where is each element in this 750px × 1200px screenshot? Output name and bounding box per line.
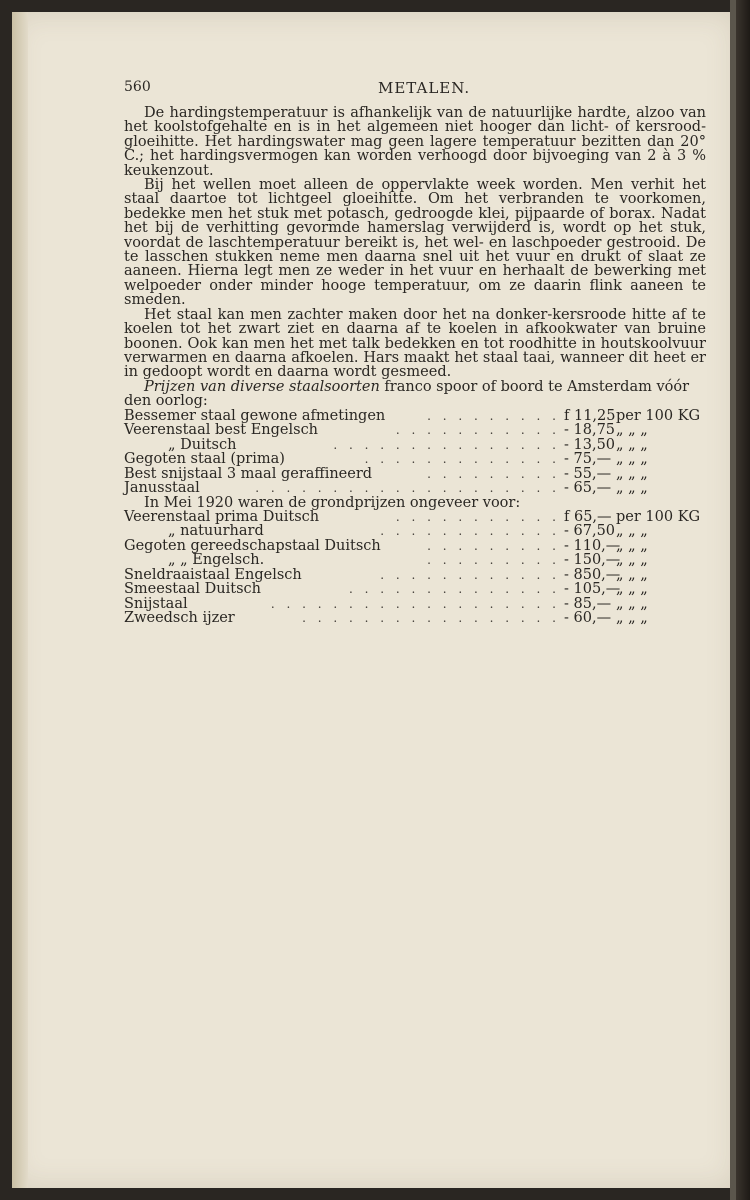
leader-dots: . . . . . . . . . . . . xyxy=(380,567,560,582)
prewar-intro-rest: franco spoor of boord te Amsterdam vóór den oorlog: xyxy=(124,378,690,410)
price-value: f 65,— xyxy=(564,508,612,525)
price-value: - 67,50 xyxy=(564,523,616,540)
steel-name: Zweedsch ijzer xyxy=(124,610,235,627)
price-value: - 850,— xyxy=(564,566,621,583)
price-unit: „ „ „ xyxy=(616,436,648,453)
steel-name: „ Duitsch xyxy=(168,436,237,453)
price-row xyxy=(124,568,706,583)
leader-dots: . . . . . . . . . . . . . . . xyxy=(333,437,560,452)
price-value: - 85,— xyxy=(564,595,612,612)
page-gutter xyxy=(12,12,28,1188)
book-edge xyxy=(736,0,750,1200)
leader-dots: . . . . . . . . . . . . . . xyxy=(349,582,560,597)
steel-name: „ natuurhard xyxy=(168,523,264,540)
price-unit: „ „ „ xyxy=(616,523,648,540)
price-value: f 11,25 xyxy=(564,407,616,424)
paragraph-hardening: De hardingstemperatuur is afhankelijk van de natuurlijke hardte, alzoo van het koolstofgehalte en is in het algemeen niet hooger dan licht- of kersrood-gloeihitte. Het hardingswater mag geen lagere temperatuur bezitten dan 20° C.; het hardingsvermogen kan worden verhoogd door bijvoeging van 2 à 3 % keukenzout. xyxy=(124,105,706,179)
paragraph-welding: Bij het wellen moet alleen de oppervlakte week worden. Men verhit het staal daartoe tot lichtgeel gloeihitte. Om het verbranden te voorkomen, bedekke men het stuk met potasch, gedroogde klei, pijpaarde of borax. Nadat het bij de verhitting gevormde hamerslag verwijderd is, wordt op het stuk, voordat de laschtemperatuur bereikt is, het wel- en laschpoeder gestrooid. De te lasschen stukken neme men daarna snel uit het vuur en drukt of slaat ze aaneen. Hierna legt men ze weder in het vuur en herhaalt de bewerking met welpoeder onder minder hooge temperatuur, om ze daarin flink aaneen te smeden. xyxy=(124,177,706,309)
steel-name: Snijstaal xyxy=(124,595,188,612)
steel-name: Gegoten gereedschapstaal Duitsch xyxy=(124,537,381,554)
leader-dots: . . . . . . . . . xyxy=(427,553,560,568)
leader-dots: . . . . . . . . . . . . . . . . . . . xyxy=(270,596,560,611)
price-value: - 60,— xyxy=(564,610,612,627)
may1920-price-intro: In Mei 1920 waren de grondprijzen ongeveer voor: xyxy=(144,494,521,511)
price-value: - 150,— xyxy=(564,552,621,569)
prewar-intro-italic: Prijzen van diverse staalsoorten xyxy=(144,378,380,395)
price-row xyxy=(124,438,706,453)
price-unit: „ „ „ xyxy=(616,581,648,598)
price-row xyxy=(124,467,706,482)
price-unit: „ „ „ xyxy=(616,537,648,554)
price-unit: „ „ „ xyxy=(616,595,648,612)
price-value: - 105,— xyxy=(564,581,621,598)
price-value: - 18,75 xyxy=(564,422,616,439)
price-unit: „ „ „ xyxy=(616,465,648,482)
steel-name: Janusstaal xyxy=(124,480,200,497)
leader-dots: . . . . . . . . . xyxy=(427,408,560,423)
price-unit: „ „ „ xyxy=(616,451,648,468)
leader-dots: . . . . . . . . . . . . . . . . . xyxy=(302,611,560,626)
steel-name: „ „ Engelsch. xyxy=(168,552,265,569)
leader-dots: . . . . . . . . . . . . . xyxy=(364,452,560,467)
price-value: - 65,— xyxy=(564,480,612,497)
price-row xyxy=(124,582,706,597)
page-content xyxy=(124,80,706,626)
leader-dots: . . . . . . . . . . . . xyxy=(380,524,560,539)
steel-name: Best snijstaal 3 maal geraffineerd xyxy=(124,465,373,482)
prewar-price-list xyxy=(124,409,706,496)
paragraph-softening: Het staal kan men zachter maken door het na donker-kersroode hitte af te koelen tot het zwart ziet en daarna af te koelen in afkookwater van bruine boonen. Ook kan men het met talk bedekken en tot roodhitte in houtskoolvuur verwarmen en daarna afkoelen. Hars maakt het staal taai, wanneer dit heet er in gedoopt wordt en daarna wordt gesmeed. xyxy=(124,306,706,381)
running-title: METALEN. xyxy=(378,79,471,97)
steel-name: Sneldraaistaal Engelsch xyxy=(124,566,302,583)
price-row xyxy=(124,611,706,626)
leader-dots: . . . . . . . . . . . xyxy=(395,509,560,524)
price-row xyxy=(124,539,706,554)
steel-name: Veerenstaal best Engelsch xyxy=(124,422,319,439)
price-row xyxy=(124,481,706,496)
leader-dots: . . . . . . . . . . . xyxy=(395,423,560,438)
page-number: 560 xyxy=(124,79,151,95)
price-value: - 110,— xyxy=(564,537,621,554)
leader-dots: . . . . . . . . . . . . . . . . . . . . xyxy=(255,481,560,496)
price-value: - 55,— xyxy=(564,465,612,482)
price-row xyxy=(124,510,706,525)
price-row xyxy=(124,597,706,612)
price-row xyxy=(124,452,706,467)
price-row xyxy=(124,553,706,568)
price-value: - 75,— xyxy=(564,451,612,468)
steel-name: Bessemer staal gewone afmetingen xyxy=(124,407,386,424)
steel-name: Smeestaal Duitsch xyxy=(124,581,261,598)
steel-name: Gegoten staal (prima) xyxy=(124,451,285,468)
leader-dots: . . . . . . . . . xyxy=(427,466,560,481)
price-unit: „ „ „ xyxy=(616,480,648,497)
price-value: - 13,50 xyxy=(564,436,616,453)
price-unit: per 100 KG xyxy=(616,508,701,525)
page-header xyxy=(124,80,706,106)
price-unit: per 100 KG xyxy=(616,407,701,424)
price-unit: „ „ „ xyxy=(616,610,648,627)
price-unit: „ „ „ xyxy=(616,552,648,569)
steel-name: Veerenstaal prima Duitsch xyxy=(124,508,320,525)
prewar-price-intro xyxy=(124,380,706,409)
price-row xyxy=(124,423,706,438)
price-row xyxy=(124,524,706,539)
leader-dots: . . . . . . . . . xyxy=(427,538,560,553)
price-unit: „ „ „ xyxy=(616,422,648,439)
may1920-price-list xyxy=(124,510,706,626)
price-unit: „ „ „ xyxy=(616,566,648,583)
price-row xyxy=(124,409,706,424)
